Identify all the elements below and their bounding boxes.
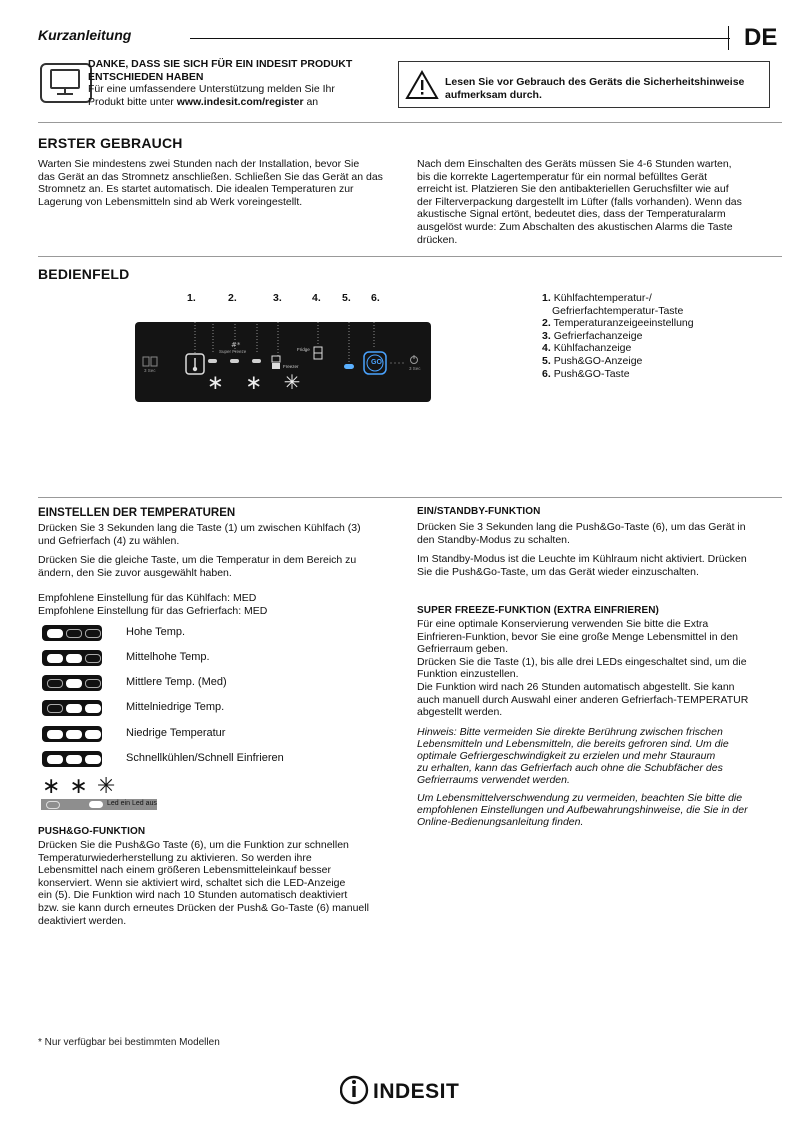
led-on <box>47 730 63 739</box>
text-line: abgestellt werden. <box>417 706 503 719</box>
standby-text <box>417 521 782 585</box>
text-line: Funktion einzustellen. <box>417 668 519 681</box>
warning-line-1: Lesen Sie vor Gebrauch des Geräts die Sicherheitshinweise <box>445 76 745 88</box>
panel-legend <box>542 292 694 380</box>
recommended-settings <box>38 592 398 617</box>
led-on <box>66 730 82 739</box>
text-line: ein (5). Die Funktion wird nach 10 Stunden automatisch deaktiviert <box>38 889 348 902</box>
led-off-label: Led aus <box>132 800 157 807</box>
panel-super-freeze: Super Freeze <box>219 349 247 354</box>
led-indicator-row <box>42 675 102 691</box>
led-setting-label: Mittelniedrige Temp. <box>126 701 225 713</box>
panel-fridge-label: Fridge <box>297 347 310 352</box>
rec-freezer: Empfohlene Einstellung für das Gefrierfach: MED <box>38 604 268 617</box>
led-setting-label: Mittelhohe Temp. <box>126 651 210 663</box>
text-line: Drücken Sie 3 Sekunden lang die Taste (1) um zwischen Kühlfach (3) <box>38 522 361 534</box>
text-line: das Gerät an das Stromnetz anschließen. Schließen Sie das Gerät an das <box>38 170 383 183</box>
superfreeze-text <box>417 618 782 719</box>
led-on <box>66 755 82 764</box>
legend-item-6: 6. Push&GO-Taste <box>542 367 630 380</box>
text-line: deaktiviert werden. <box>38 914 127 927</box>
led-indicator-row <box>42 625 102 641</box>
temperaturen-text <box>38 522 398 586</box>
text-line: Einfrieren-Funktion, bevor Sie eine große Menge Lebensmittel in den <box>417 630 739 643</box>
text-line: Drücken Sie die gleiche Taste, um die Temperatur in dem Bereich zu <box>38 554 357 567</box>
section-heading-erster-gebrauch: ERSTER GEBRAUCH <box>38 135 183 151</box>
led-on <box>47 629 63 638</box>
text-line: Sie die Push&Go-Taste, um das Gerät wieder einzuschalten. <box>417 565 699 578</box>
section-divider <box>38 256 782 257</box>
text-line: bzw. sie kann durch erneutes Drücken der Push& Go-Taste (6) manuell <box>38 901 369 914</box>
callout-4: 4. <box>312 292 321 304</box>
computer-monitor-icon <box>40 63 92 103</box>
text-line: Online-Bedienungsanleitung finden. <box>417 816 584 828</box>
text-line: erreicht ist. Platzieren Sie den antibakteriellen Geruchsfilter wie auf <box>417 183 729 196</box>
footnote: * Nur verfügbar bei bestimmten Modellen <box>38 1037 220 1048</box>
led-off <box>66 629 82 638</box>
led-on <box>47 654 63 663</box>
led-on-sample <box>89 801 103 808</box>
callout-1: 1. <box>187 292 196 304</box>
text-line: Lebensmitteln und Lebensmitteln, die bereits gefroren sind. Um die <box>417 738 729 750</box>
led-off <box>47 704 63 713</box>
text-line: empfohlenen Einstellungen und Aufbewahrungshinweise, die Sie in der <box>417 804 748 816</box>
panel-freezer-label: Freezer <box>283 364 299 369</box>
led-on <box>66 654 82 663</box>
food-waste-note <box>417 792 782 828</box>
led-off-sample <box>46 801 60 809</box>
warning-line-2: aufmerksam durch. <box>445 89 542 101</box>
section-heading-bedienfeld: BEDIENFELD <box>38 266 130 282</box>
led-on-label: Led ein <box>107 800 130 807</box>
thanks-title-2: ENTSCHIEDEN HABEN <box>88 70 204 83</box>
text-line: Hinweis: Bitte vermeiden Sie direkte Berührung zwischen frischen <box>417 726 723 738</box>
snowflake-legend-icons: ∗∗✳ <box>42 773 125 798</box>
text-line: drücken. <box>417 233 458 246</box>
section-divider <box>38 497 782 498</box>
led-off <box>85 629 101 638</box>
snowflake-icons: ∗ ∗ ✳ <box>207 372 309 394</box>
led-legend-strip <box>41 799 157 810</box>
indesit-logo <box>340 1072 480 1113</box>
led-on <box>85 755 101 764</box>
text-line: zu erhalten, kann das Gefrierfach auch ohne die Schubfächer des <box>417 762 723 774</box>
panel-3sec-right: 3 Sec <box>409 366 421 371</box>
section-divider <box>38 122 782 123</box>
warning-text <box>445 76 755 102</box>
erster-gebrauch-right <box>417 158 782 246</box>
legend-item-1b: Gefrierfachtemperatur-Taste <box>552 304 684 317</box>
legend-item-4: 4. Kühlfachanzeige <box>542 342 632 355</box>
text-line: Nach dem Einschalten des Geräts müssen Sie 4-6 Stunden warten, <box>417 158 732 170</box>
text-line: akustische Signal ertönt, bedeutet dies, dass der Temperaturalarm <box>417 208 726 221</box>
thanks-line-1: Für eine umfassendere Unterstützung melden Sie Ihr <box>88 83 335 95</box>
text-line: Warten Sie mindestens zwei Stunden nach der Installation, bevor Sie <box>38 158 360 170</box>
text-line: Drücken Sie die Push&Go Taste (6), um die Funktion zur schnellen <box>38 839 349 851</box>
led-indicator-row <box>42 726 102 742</box>
section-heading-pushgo: PUSH&GO-FUNKTION <box>38 826 146 837</box>
legend-item-5: 5. Push&GO-Anzeige <box>542 354 643 367</box>
text-line: bis die korrekte Lagertemperatur für ein normal befülltes Gerät <box>417 170 708 183</box>
led-on <box>85 730 101 739</box>
callout-2: 2. <box>228 292 237 304</box>
text-line: Drücken Sie 3 Sekunden lang die Push&Go-Taste (6), um das Gerät in <box>417 521 746 533</box>
text-line: auch manuell durch Auswahl einer anderen Gefrierfach-TEMPERATUR <box>417 693 749 706</box>
section-heading-superfreeze: SUPER FREEZE-FUNKTION (EXTRA EINFRIEREN) <box>417 605 659 616</box>
legend-item-3: 3. Gefrierfachanzeige <box>542 329 643 342</box>
header-rule <box>190 38 730 39</box>
rec-fridge: Empfohlene Einstellung für das Kühlfach: MED <box>38 592 257 604</box>
svg-text:#*: #* <box>231 341 241 349</box>
text-line: konserviert. Wenn sie aktiviert wird, schaltet sich die LED-Anzeige <box>38 876 346 889</box>
legend-item-2: 2. Temperaturanzeigeeinstellung <box>542 317 694 330</box>
callout-3: 3. <box>273 292 282 304</box>
pushgo-button-label: GO <box>371 359 382 366</box>
safety-warning-box <box>398 61 770 108</box>
control-panel-illustration <box>135 322 431 402</box>
register-link[interactable]: www.indesit.com/register <box>176 95 304 108</box>
superfreeze-hint <box>417 726 782 786</box>
header-tick <box>728 26 729 50</box>
text-line: Die Funktion wird nach 26 Stunden automatisch abgestellt. Sie kann <box>417 680 735 693</box>
led-setting-label: Niedrige Temperatur <box>126 727 226 739</box>
text-line: Lebensmittel nach einem größeren Lebensmitteleinkauf besser <box>38 864 332 877</box>
legend-item-1: 1. Kühlfachtemperatur-/ <box>542 292 652 304</box>
text-line: Temperaturwiederherstellung zu aktivieren. So werden ihre <box>38 851 312 864</box>
thanks-block <box>88 58 378 108</box>
callout-6: 6. <box>371 292 380 304</box>
pushgo-text <box>38 839 408 927</box>
brand-name: INDESIT <box>373 1080 460 1103</box>
text-line: ändern, den Sie zuvor ausgewählt haben. <box>38 566 232 579</box>
led-on <box>66 679 82 688</box>
led-setting-label: Hohe Temp. <box>126 626 186 638</box>
panel-3sec-left: 3 Sec <box>144 368 156 373</box>
led-setting-label: Mittlere Temp. (Med) <box>126 676 227 688</box>
warning-icon <box>405 70 439 105</box>
led-indicator-row <box>42 700 102 716</box>
led-on <box>85 704 101 713</box>
text-line: Drücken Sie die Taste (1), bis alle drei LEDs eingeschaltet sind, um die <box>417 655 747 668</box>
led-off <box>85 654 101 663</box>
thanks-line-2: Produkt bitte unter <box>88 95 177 108</box>
document-title: Kurzanleitung <box>38 27 132 43</box>
callout-5: 5. <box>342 292 351 304</box>
erster-gebrauch-left <box>38 158 398 208</box>
section-heading-temperaturen: EINSTELLEN DER TEMPERATUREN <box>38 507 236 519</box>
text-line: Für eine optimale Konservierung verwenden Sie bitte die Extra <box>417 618 709 630</box>
text-line: und Gefrierfach (4) zu wählen. <box>38 534 180 547</box>
language-code: DE <box>744 24 778 51</box>
text-line: Gefrierraums verwendet werden. <box>417 774 570 786</box>
text-line: Stromnetz an. Es startet automatisch. Die idealen Temperaturen zur <box>38 183 354 196</box>
text-line: der Filterverpackung dargestellt im Lüfter (falls vorhanden). Wenn das <box>417 195 742 208</box>
text-line: Lagerung von Lebensmitteln sind ab Werk voreingestellt. <box>38 195 303 208</box>
led-on <box>47 755 63 764</box>
text-line: den Standby-Modus zu schalten. <box>417 533 570 546</box>
section-heading-standby: EIN/STANDBY-FUNKTION <box>417 506 541 517</box>
led-setting-label: Schnellkühlen/Schnell Einfrieren <box>126 752 284 764</box>
led-off <box>47 679 63 688</box>
text-line: ausgelöst wurde: Zum Abschalten des akustischen Alarms die Taste <box>417 220 733 233</box>
led-indicator-row <box>42 650 102 666</box>
thanks-title-1: DANKE, DASS SIE SICH FÜR EIN INDESIT PRODUKT <box>88 58 353 70</box>
text-line: optimale Gefriergeschwindigkeit zu erzielen und mehr Stauraum <box>417 750 716 762</box>
thanks-line-2-end: an <box>303 95 319 108</box>
led-on <box>66 704 82 713</box>
text-line: Gefrierraum geben. <box>417 643 509 656</box>
text-line: Um Lebensmittelverschwendung zu vermeiden, beachten Sie bitte die <box>417 792 743 804</box>
text-line: Im Standby-Modus ist die Leuchte im Kühlraum nicht aktiviert. Drücken <box>417 553 747 566</box>
led-off <box>85 679 101 688</box>
led-indicator-row <box>42 751 102 767</box>
